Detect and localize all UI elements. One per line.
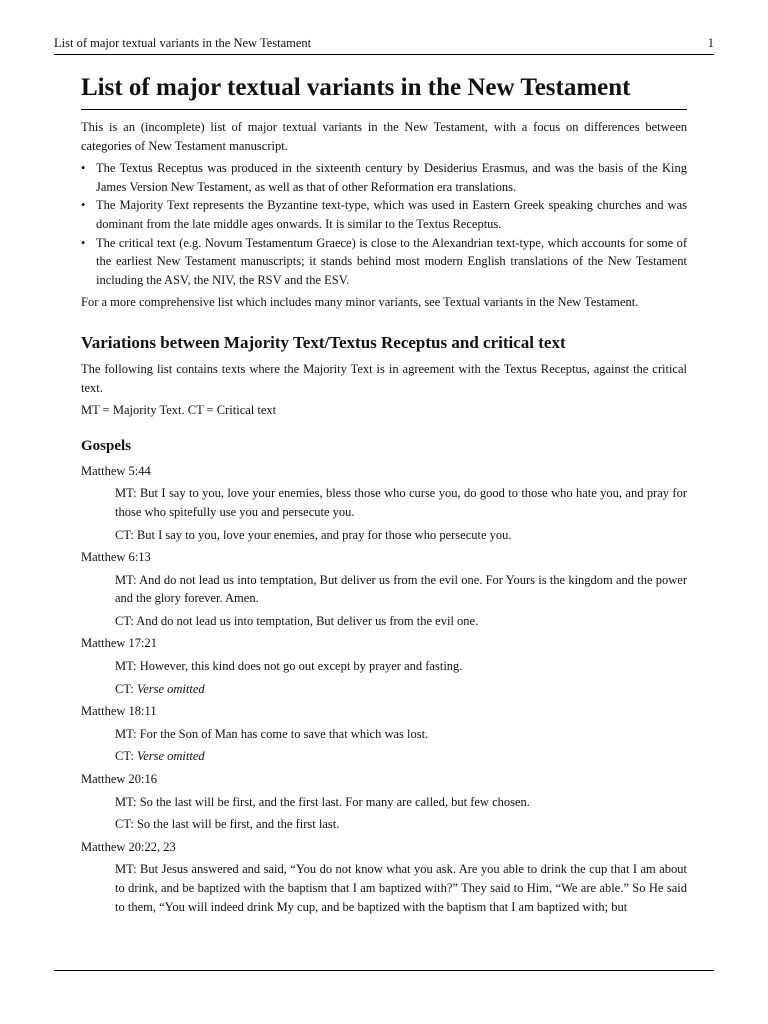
critical-text-reading: CT: And do not lead us into temptation, But deliver us from the evil one. <box>115 613 479 628</box>
article-body <box>81 72 687 916</box>
closing-paragraph: For a more comprehensive list which includes many minor variants, see Textual variants in the New Testament. <box>81 295 639 310</box>
verse-reference: Matthew 17:21 <box>81 636 158 651</box>
verse-omitted-note: Verse omitted <box>136 681 205 696</box>
bullet-icon: • <box>81 198 86 213</box>
list-item: • The critical text (e.g. Novum Testamentum Graece) is close to the Alexandrian text-type, which accounts for some of the earliest New Testament manuscripts; it stands behind most modern English translations of the New Testament including the ASV, the NIV, the RSV and the ESV. <box>81 235 687 287</box>
verse-reference: Matthew 6:13 <box>81 550 151 565</box>
critical-text-reading: CT: Verse omitted <box>115 681 205 696</box>
majority-text-reading: MT: But Jesus answered and said, “You do not know what you ask. Are you able to drink the cup that I am about to drink, and be baptized with the baptism that I am baptized with?” They said to Him, “We are able.” So He said to them, “You will indeed drink My cup, and be baptized with the baptism that I am baptized with; but <box>115 862 687 914</box>
critical-text-reading: CT: Verse omitted <box>115 749 205 764</box>
gospels-heading: Gospels <box>81 437 132 454</box>
list-item: • The Textus Receptus was produced in the sixteenth century by Desiderius Erasmus, and was the basis of the King James Version New Testament, as well as that of other Reformation era translations. <box>81 161 687 194</box>
page-number: 1 <box>707 36 714 50</box>
page-title: List of major textual variants in the New Testament <box>81 72 687 110</box>
critical-text-reading: CT: But I say to you, love your enemies, and pray for those who persecute you. <box>115 527 512 542</box>
list-item: • The Majority Text represents the Byzantine text-type, which was used in Eastern Greek speaking churches and was dominant from the late middle ages onwards. It is similar to the Textus Receptus. <box>81 198 687 231</box>
verse-reference: Matthew 20:16 <box>81 772 158 787</box>
verse-reference: Matthew 20:22, 23 <box>81 839 176 854</box>
majority-text-reading: MT: But I say to you, love your enemies, bless those who curse you, do good to those who hate you, and pray for those who spitefully use you and persecute you. <box>115 486 687 519</box>
text-type-list <box>81 159 687 289</box>
verse-reference: Matthew 18:11 <box>81 704 157 719</box>
section-description: The following list contains texts where the Majority Text is in agreement with the Textus Receptus, against the critical text. <box>81 361 687 395</box>
majority-text-reading: MT: However, this kind does not go out except by prayer and fasting. <box>115 659 463 674</box>
majority-text-reading: MT: For the Son of Man has come to save that which was lost. <box>115 726 429 741</box>
abbreviation-legend: MT = Majority Text. CT = Critical text <box>81 403 277 418</box>
critical-text-reading: CT: So the last will be first, and the first last. <box>115 817 340 832</box>
section-heading: Variations between Majority Text/Textus Receptus and critical text <box>81 332 566 352</box>
bullet-icon: • <box>81 161 86 176</box>
majority-text-reading: MT: So the last will be first, and the first last. For many are called, but few chosen. <box>115 794 530 809</box>
running-title: List of major textual variants in the New Testament <box>54 36 312 50</box>
running-header <box>54 34 714 55</box>
verse-omitted-note: Verse omitted <box>136 749 205 764</box>
intro-paragraph: This is an (incomplete) list of major textual variants in the New Testament, with a focus on differences between categories of New Testament manuscript. <box>81 120 687 153</box>
bullet-icon: • <box>81 235 86 250</box>
majority-text-reading: MT: And do not lead us into temptation, But deliver us from the evil one. For Yours is the kingdom and the power and the glory forever. Amen. <box>115 572 687 606</box>
verse-reference: Matthew 5:44 <box>81 463 151 478</box>
footer-divider <box>54 970 714 971</box>
